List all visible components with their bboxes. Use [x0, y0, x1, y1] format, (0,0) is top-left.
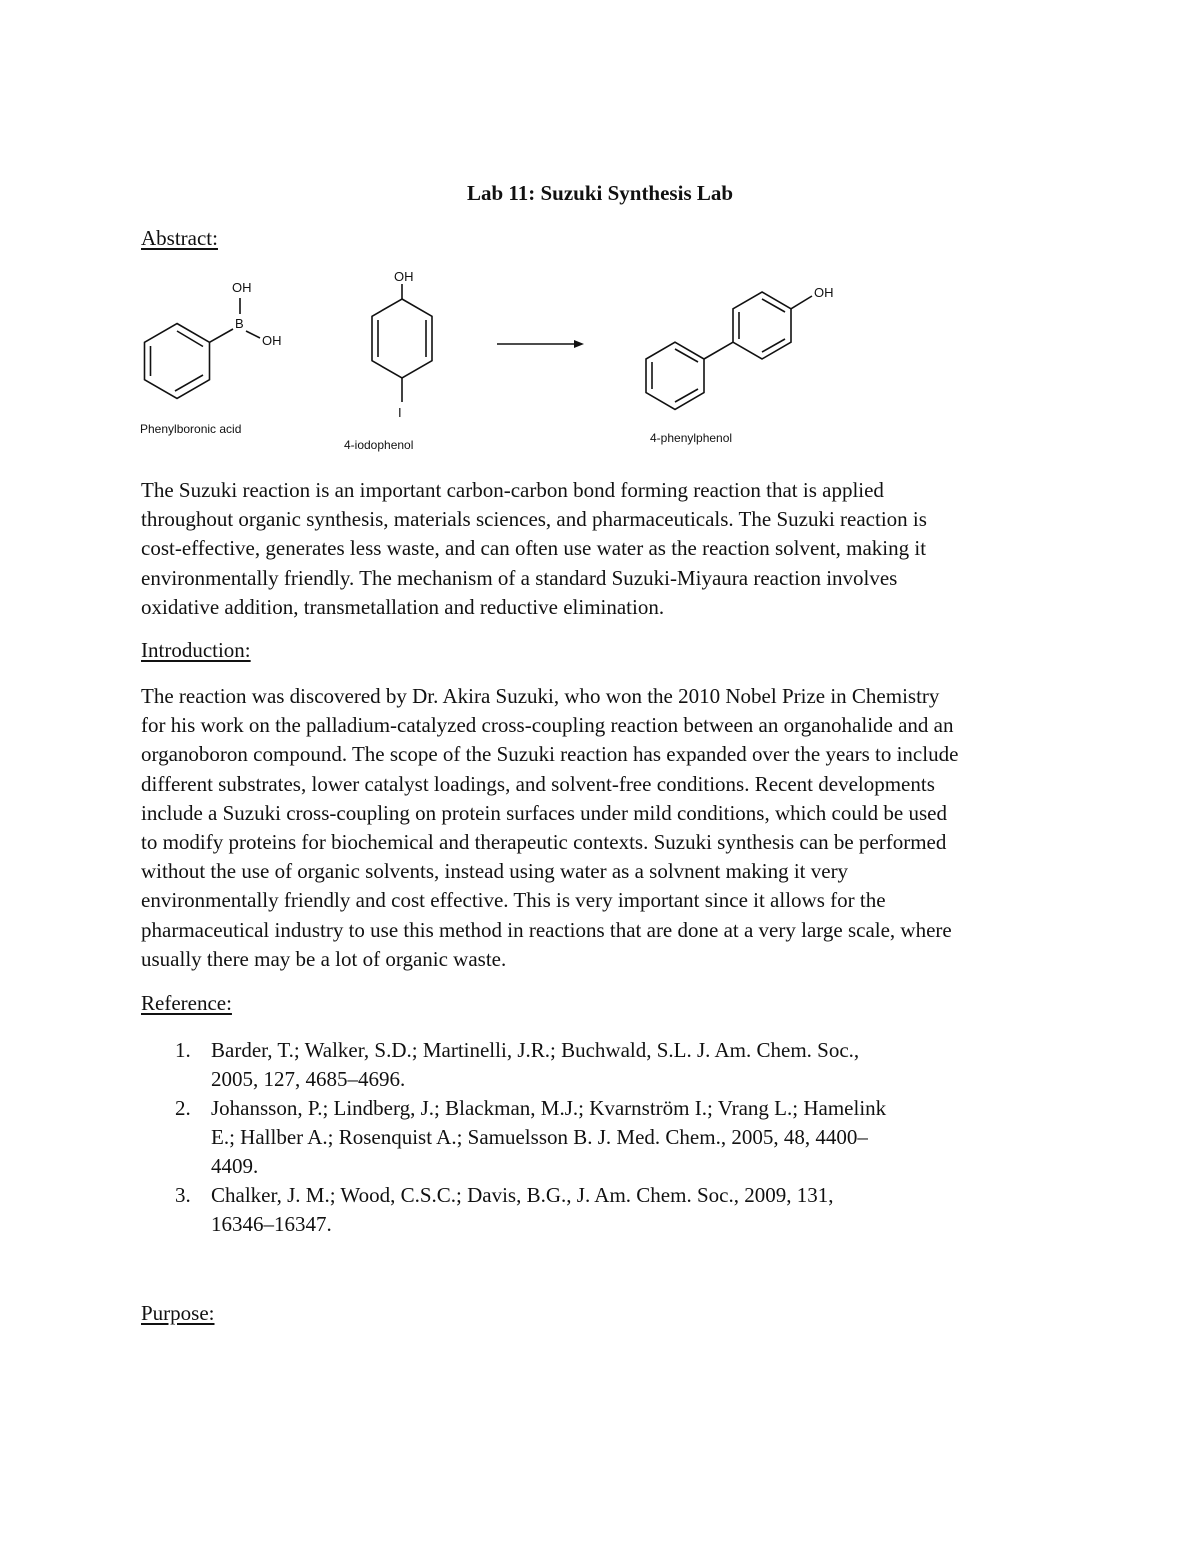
- introduction-line: pharmaceutical industry to use this method in reactions that are done at a very large scale, where: [141, 917, 952, 942]
- reactant1-name: Phenylboronic acid: [140, 422, 242, 436]
- introduction-heading: Introduction:: [141, 638, 251, 662]
- abstract-line: cost-effective, generates less waste, and can often use water as the reaction solvent, making it: [141, 536, 927, 561]
- reaction-scheme: [130, 262, 850, 467]
- reference-list: [141, 1036, 1041, 1239]
- c-b-bond: [210, 329, 234, 342]
- reference-number: 3.: [175, 1183, 191, 1207]
- ring-double-bond: [177, 331, 203, 347]
- introduction-line: usually there may be a lot of organic waste.: [141, 946, 507, 971]
- reference-line: Barder, T.; Walker, S.D.; Martinelli, J.R.; Buchwald, S.L. J. Am. Chem. Soc.,: [211, 1038, 860, 1062]
- ring-double-bond: [762, 339, 785, 352]
- abstract-line: environmentally friendly. The mechanism of a standard Suzuki-Miyaura reaction involves: [141, 565, 898, 590]
- reaction-scheme-figure: [130, 262, 850, 462]
- reactant1-oh-label-right: OH: [262, 333, 282, 348]
- reactant1-b-label: B: [235, 316, 244, 331]
- reference-number: 2.: [175, 1096, 191, 1120]
- phenylboronic-acid-ring: [145, 324, 210, 399]
- reference-line: 2005, 127, 4685–4696.: [211, 1067, 406, 1091]
- reference-line: Johansson, P.; Lindberg, J.; Blackman, M.J.; Kvarnström I.; Vrang L.; Hamelink: [211, 1096, 887, 1120]
- abstract-line: throughout organic synthesis, materials sciences, and pharmaceuticals. The Suzuki reaction is: [141, 507, 927, 532]
- reaction-arrow-head: [574, 340, 584, 348]
- introduction-line: different substrates, lower catalyst loadings, and solvent-free conditions. Recent developments: [141, 771, 935, 796]
- iodophenol-ring: [372, 299, 432, 378]
- ring-double-bond: [675, 389, 698, 402]
- ring-double-bond: [175, 375, 203, 391]
- introduction-line: without the use of organic solvents, instead using water as a solvnent making it very: [141, 859, 849, 884]
- reactant2-name: 4-iodophenol: [344, 438, 414, 452]
- introduction-line: environmentally friendly and cost effective. This is very important since it allows for the: [141, 888, 886, 913]
- c-oh-bond: [791, 296, 812, 309]
- abstract-line: The Suzuki reaction is an important carbon-carbon bond forming reaction that is applied: [141, 478, 884, 502]
- phenylphenol-ring-left: [646, 342, 704, 409]
- ring-double-bond: [675, 349, 698, 362]
- abstract-line: oxidative addition, transmetallation and reductive elimination.: [141, 594, 665, 619]
- reactant2-oh-label: OH: [394, 269, 414, 284]
- abstract-heading: Abstract:: [141, 226, 218, 250]
- reactant1-oh-label-top: OH: [232, 280, 252, 295]
- document-title: Lab 11: Suzuki Synthesis Lab: [466, 181, 734, 205]
- reference-line: E.; Hallber A.; Rosenquist A.; Samuelsson B. J. Med. Chem., 2005, 48, 4400–: [211, 1125, 868, 1149]
- reference-line: Chalker, J. M.; Wood, C.S.C.; Davis, B.G., J. Am. Chem. Soc., 2009, 131,: [211, 1183, 834, 1207]
- reference-line: 16346–16347.: [211, 1212, 332, 1236]
- introduction-line: to modify proteins for biochemical and therapeutic contexts. Suzuki synthesis can be performed: [141, 830, 947, 855]
- product-name: 4-phenylphenol: [650, 431, 733, 445]
- reference-heading: Reference:: [141, 991, 232, 1015]
- introduction-line: include a Suzuki cross-coupling on protein surfaces under mild conditions, which could be used: [141, 800, 947, 825]
- introduction-line: The reaction was discovered by Dr. Akira Suzuki, who won the 2010 Nobel Prize in Chemistry: [141, 684, 940, 708]
- introduction-paragraph: [141, 682, 1081, 974]
- product-oh-label: OH: [814, 285, 834, 300]
- purpose-heading: Purpose:: [141, 1301, 215, 1325]
- phenylphenol-ring-right: [733, 292, 791, 359]
- abstract-paragraph: [141, 476, 1081, 622]
- reference-item: [141, 1181, 1041, 1239]
- reference-item: [141, 1094, 1041, 1181]
- biaryl-bond: [704, 342, 733, 359]
- reference-number: 1.: [175, 1038, 191, 1062]
- ring-double-bond: [762, 299, 785, 312]
- introduction-line: organoboron compound. The scope of the Suzuki reaction has expanded over the years to include: [141, 742, 959, 767]
- reactant2-i-label: I: [398, 405, 402, 420]
- reference-item: [141, 1036, 1041, 1094]
- b-oh-bond: [246, 331, 260, 338]
- introduction-line: for his work on the palladium-catalyzed cross-coupling reaction between an organohalide and an: [141, 713, 954, 738]
- reference-line: 4409.: [211, 1154, 259, 1178]
